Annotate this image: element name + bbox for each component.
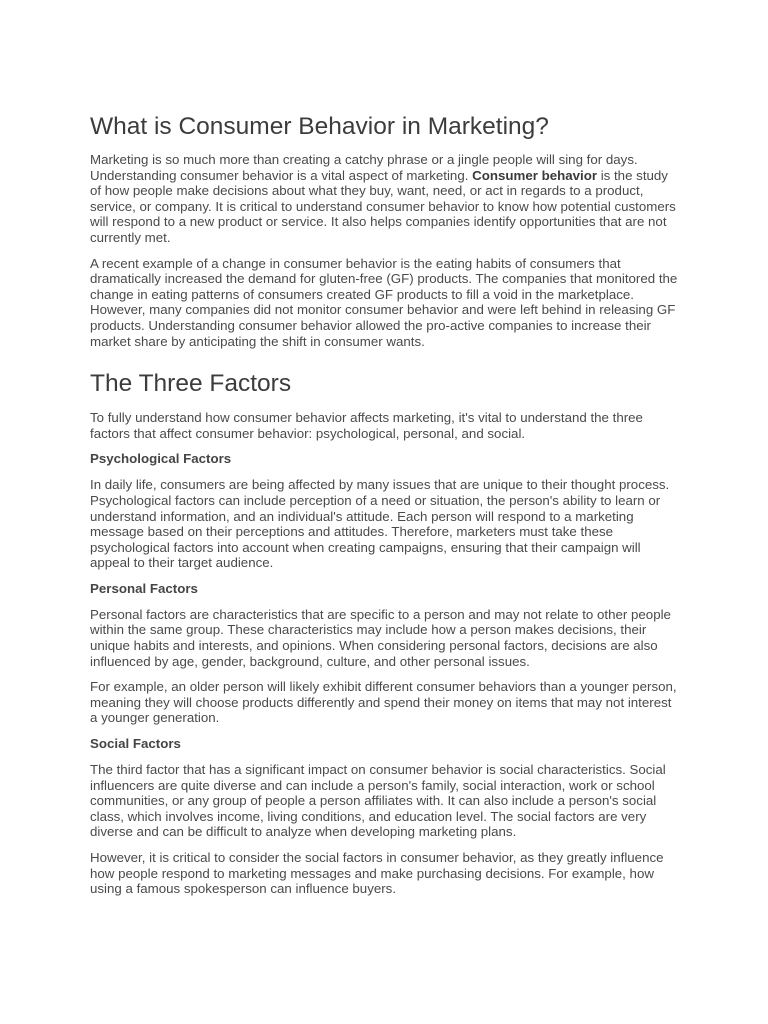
subheading-social-factors: Social Factors: [90, 736, 181, 752]
personal-paragraph: Personal factors are characteristics that are specific to a person and may not relate to other people within the same group. These characteristics may include how a person makes decisions, their unique habits and interests, and opinions. When considering personal factors, decisions are also influenced by age, gender, background, culture, and other personal issues.: [90, 606, 671, 669]
section-heading-three-factors: The Three Factors: [90, 370, 292, 398]
intro-text-before: Marketing is so much more than creating a catchy phrase or a jingle people will sing for days. Understanding consumer behavior is a vital aspect of marketing.: [90, 152, 638, 183]
personal-example-paragraph: For example, an older person will likely exhibit different consumer behaviors than a younger person, meaning they will choose products differently and spend their money on items that may not interest a younger generation.: [90, 679, 677, 726]
page-title: What is Consumer Behavior in Marketing?: [90, 113, 549, 140]
psychological-paragraph: In daily life, consumers are being affected by many issues that are unique to their thought process. Psychological factors can include perception of a need or situation, the person's ability to learn or understand information, and an individual's attitude. Each person will respond to a marketing message based on their perceptions and attitudes. Therefore, marketers must take these psychological factors into account when creating campaigns, ensuring that their campaign will appeal to their target audience.: [90, 477, 670, 571]
subheading-psychological-factors: Psychological Factors: [90, 451, 232, 467]
intro-text-after: is the study of how people make decisions about what they buy, want, need, or act in regards to a product, service, or company. It is critical to understand consumer behavior to know how potential customers will respond to a new product or service. It also helps companies identify opportunities that are not currently met.: [90, 167, 676, 245]
social-closing-paragraph: However, it is critical to consider the social factors in consumer behavior, as they greatly influence how people respond to marketing messages and make purchasing decisions. For example, how using a famous spokesperson can influence buyers.: [90, 850, 664, 897]
intro-bold-term: Consumer behavior: [472, 167, 597, 183]
example-paragraph: A recent example of a change in consumer behavior is the eating habits of consumers that dramatically increased the demand for gluten-free (GF) products. The companies that monitored the change in eating patterns of consumers created GF products to fill a void in the marketplace. However, many companies did not monitor consumer behavior and were left behind in releasing GF products. Understanding consumer behavior allowed the pro-active companies to increase their market share by anticipating the shift in consumer wants.: [90, 255, 678, 349]
social-paragraph: The third factor that has a significant impact on consumer behavior is social characteristics. Social influencers are quite diverse and can include a person's family, social interaction, work or school communities, or any group of people a person affiliates with. It can also include a person's social class, which involves income, living conditions, and education level. The social factors are very diverse and can be difficult to analyze when developing marketing plans.: [90, 762, 666, 840]
subheading-personal-factors: Personal Factors: [90, 580, 198, 596]
document-page: [90, 112, 680, 907]
factors-intro-paragraph: To fully understand how consumer behavior affects marketing, it's vital to understand the three factors that affect consumer behavior: psychological, personal, and social.: [90, 410, 643, 441]
intro-paragraph: [90, 152, 680, 246]
